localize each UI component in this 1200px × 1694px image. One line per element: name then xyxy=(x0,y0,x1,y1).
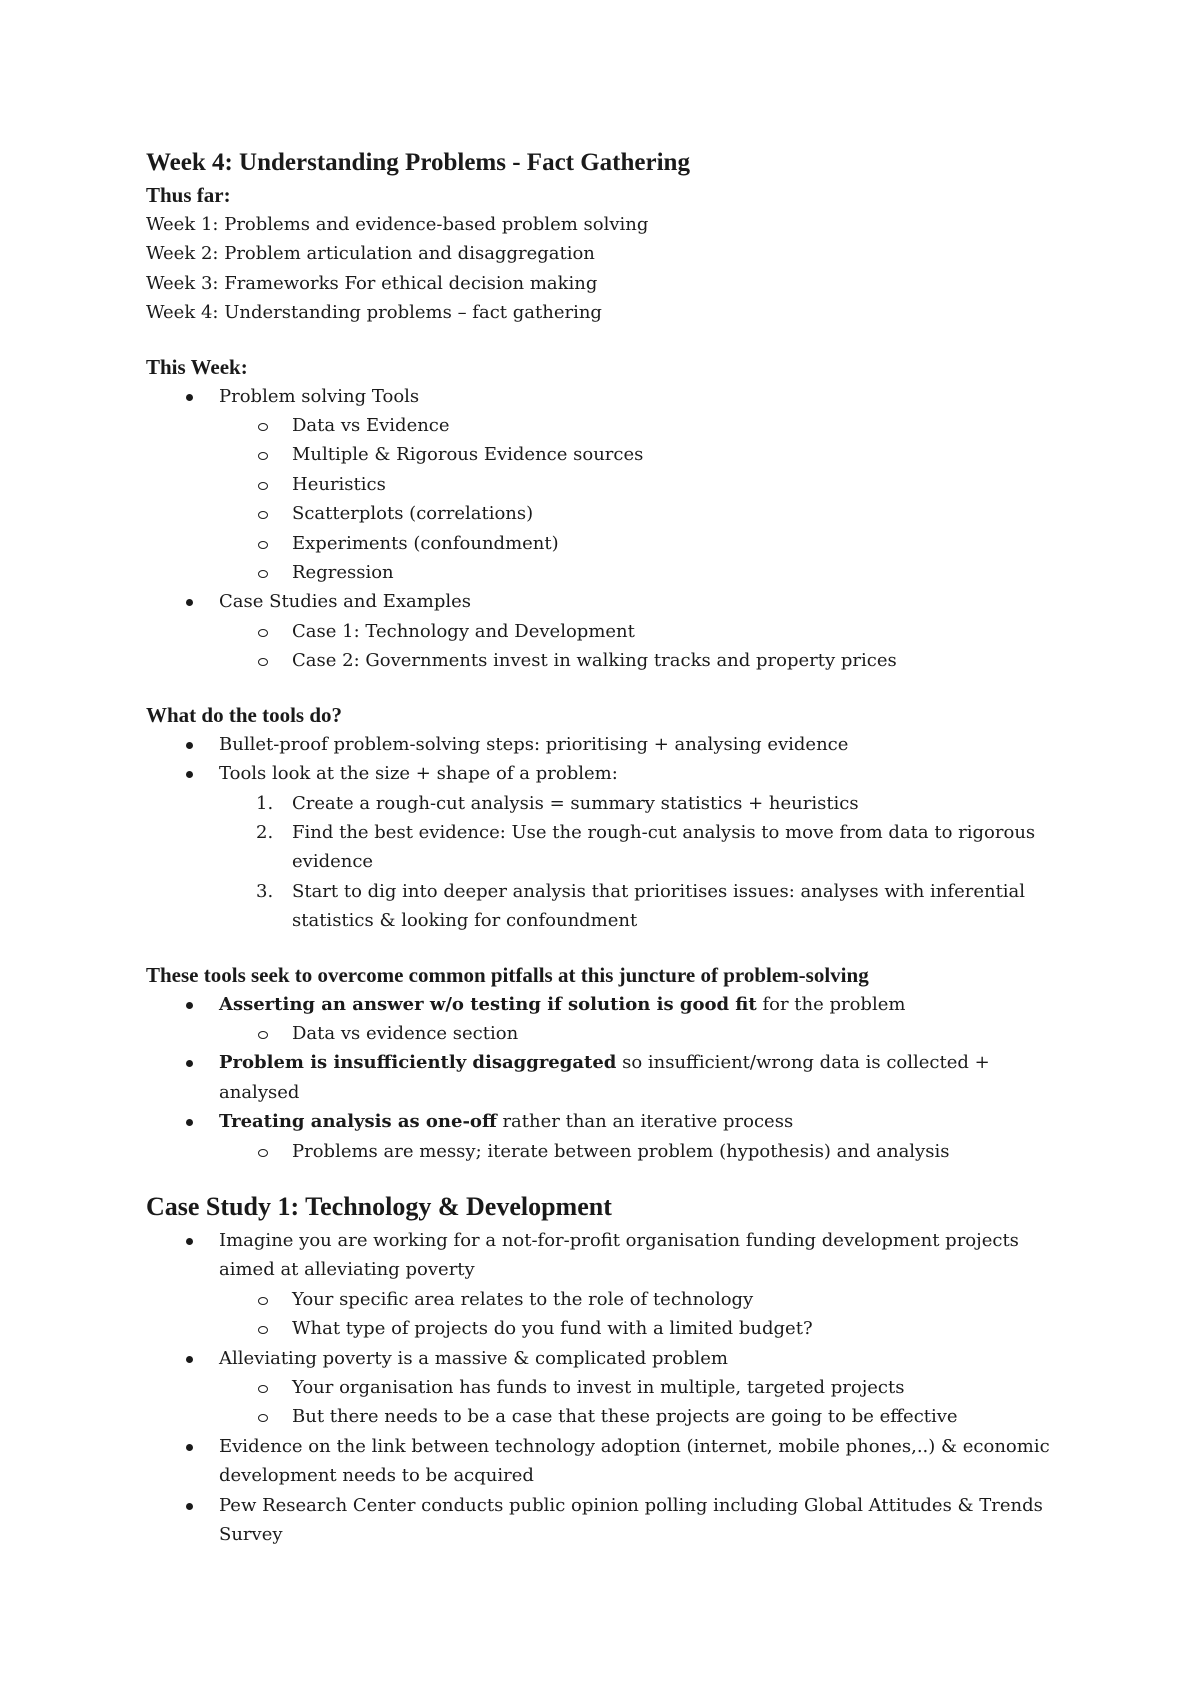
list-item xyxy=(146,1432,1056,1491)
bold-text: Problem is insufficiently disaggregated xyxy=(219,1052,617,1074)
case-study-heading: Case Study 1: Technology & Development xyxy=(146,1191,612,1221)
numbered-step xyxy=(146,877,1056,936)
list-item xyxy=(146,990,1056,1019)
list-item: Data vs Evidence xyxy=(146,411,1056,440)
list-item: Experiments (confoundment) xyxy=(146,529,1056,558)
step-number: 2. xyxy=(256,821,274,843)
bold-text: Treating analysis as one-off xyxy=(219,1111,497,1133)
step-number: 3. xyxy=(256,880,274,902)
text: rather than an iterative process xyxy=(496,1111,794,1133)
list-item: Case Studies and Examples xyxy=(146,587,1056,616)
list-item: Regression xyxy=(146,558,1056,587)
text: so insufficient/wrong data is collected + analysed xyxy=(219,1052,990,1103)
text: Evidence on the link between technology adoption (internet, mobile phones,..) & economic xyxy=(219,1435,1050,1457)
tools-list xyxy=(146,730,1056,789)
bold-text: Asserting an answer w/o testing if solution is good fit xyxy=(219,993,757,1015)
list-item xyxy=(146,1491,1056,1550)
list-item: Case 2: Governments invest in walking tracks and property prices xyxy=(146,646,1056,675)
text: Survey xyxy=(219,1524,283,1546)
list-item: Your organisation has funds to invest in multiple, targeted projects xyxy=(146,1373,1056,1402)
spacer xyxy=(146,676,1056,700)
text: development needs to be acquired xyxy=(219,1465,534,1487)
list-item: Your specific area relates to the role of technology xyxy=(146,1285,1056,1314)
numbered-step xyxy=(146,789,1056,818)
text: for the problem xyxy=(756,993,906,1015)
thus-far-line: Week 2: Problem articulation and disaggregation xyxy=(146,243,595,265)
list-item: Problem solving Tools xyxy=(146,382,1056,411)
text: aimed at alleviating poverty xyxy=(219,1259,475,1281)
list-item xyxy=(146,1107,1056,1136)
step-text: Find the best evidence: Use the rough-cut analysis to move from data to rigorous xyxy=(292,821,1036,843)
list-item: Scatterplots (correlations) xyxy=(146,499,1056,528)
thus-far-line: Week 1: Problems and evidence-based problem solving xyxy=(146,214,649,235)
list-item: Bullet-proof problem-solving steps: prioritising + analysing evidence xyxy=(146,730,1056,759)
numbered-step xyxy=(146,818,1056,877)
step-number: 1. xyxy=(256,792,274,814)
thus-far-line: Week 4: Understanding problems – fact gathering xyxy=(146,302,602,324)
case-study-list xyxy=(146,1226,1056,1549)
document-page xyxy=(146,146,1056,1549)
list-item: Multiple & Rigorous Evidence sources xyxy=(146,440,1056,469)
steps-list xyxy=(146,789,1056,936)
list-item: Alleviating poverty is a massive & complicated problem xyxy=(146,1344,1056,1373)
list-item xyxy=(146,1048,1056,1107)
list-item: What type of projects do you fund with a limited budget? xyxy=(146,1314,1056,1343)
step-text: Start to dig into deeper analysis that prioritises issues: analyses with inferential xyxy=(292,880,1026,902)
list-item: Problems are messy; iterate between problem (hypothesis) and analysis xyxy=(146,1137,1056,1166)
list-item: Data vs evidence section xyxy=(146,1019,1056,1048)
list-item: Tools look at the size + shape of a problem: xyxy=(146,759,1056,788)
list-item: But there needs to be a case that these projects are going to be effective xyxy=(146,1402,1056,1431)
tools-heading: What do the tools do? xyxy=(146,702,343,727)
thus-far-heading: Thus far: xyxy=(146,183,231,207)
list-item: Case 1: Technology and Development xyxy=(146,617,1056,646)
spacer xyxy=(146,328,1056,352)
text: Imagine you are working for a not-for-profit organisation funding development projects xyxy=(219,1229,1019,1251)
list-item: Heuristics xyxy=(146,470,1056,499)
this-week-list xyxy=(146,382,1056,676)
list-item xyxy=(146,1226,1056,1285)
step-text-cont: evidence xyxy=(292,851,374,873)
step-text-cont: statistics & looking for confoundment xyxy=(292,910,638,932)
this-week-heading: This Week: xyxy=(146,354,248,379)
page-title: Week 4: Understanding Problems - Fact Gathering xyxy=(146,149,690,176)
thus-far-line: Week 3: Frameworks For ethical decision making xyxy=(146,272,598,294)
step-text: Create a rough-cut analysis = summary statistics + heuristics xyxy=(292,792,859,814)
pitfalls-heading: These tools seek to overcome common pitfalls at this juncture of problem-solving xyxy=(146,962,869,987)
text: Pew Research Center conducts public opinion polling including Global Attitudes & Trends xyxy=(219,1494,1043,1516)
pitfalls-list xyxy=(146,990,1056,1166)
spacer xyxy=(146,936,1056,960)
spacer xyxy=(146,1166,1056,1188)
